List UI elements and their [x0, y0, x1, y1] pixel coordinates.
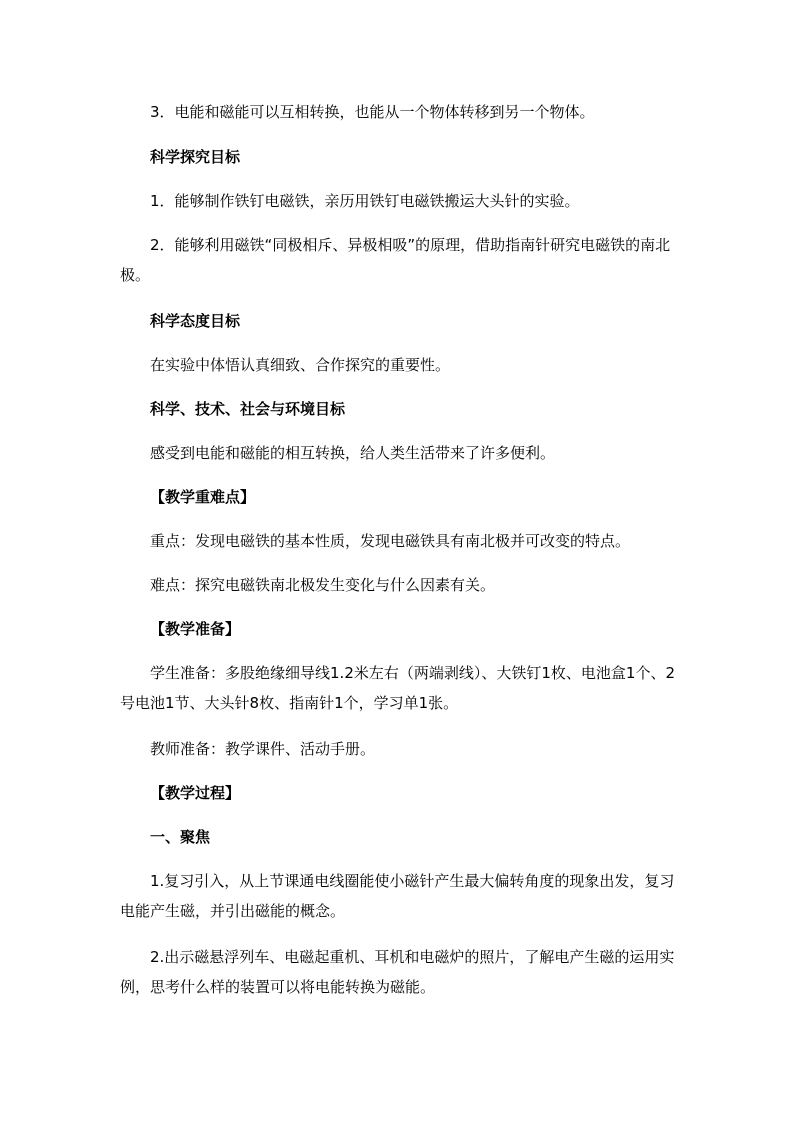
- section-heading-attitude: 科学态度目标: [150, 312, 241, 330]
- section-heading-inquiry: 科学探究目标: [150, 148, 241, 166]
- inquiry-goal-1: 1．能够制作铁钉电磁铁，亲历用铁钉电磁铁搬运大头针的实验。: [150, 192, 580, 210]
- teacher-preparation: 教师准备：教学课件、活动手册。: [150, 740, 376, 758]
- section-heading-key-points: 【教学重难点】: [150, 488, 256, 506]
- key-point: 重点：发现电磁铁的基本性质，发现电磁铁具有南北极并可改变的特点。: [150, 532, 631, 550]
- attitude-goal: 在实验中体悟认真细致、合作探究的重要性。: [150, 356, 451, 374]
- objective-paragraph: 3．电能和磁能可以互相转换，也能从一个物体转移到另一个物体。: [150, 103, 595, 121]
- section-heading-preparation: 【教学准备】: [150, 620, 241, 638]
- subsection-heading-focus: 一、聚焦: [150, 828, 211, 846]
- stse-goal: 感受到电能和磁能的相互转换，给人类生活带来了许多便利。: [150, 444, 556, 462]
- difficult-point: 难点：探究电磁铁南北极发生变化与什么因素有关。: [150, 576, 496, 594]
- section-heading-process: 【教学过程】: [150, 784, 241, 802]
- student-preparation: 学生准备：多股绝缘细导线1.2米左右（两端剥线）、大铁钉1枚、电池盒1个、2号电池1节、大头针8枚、指南针1个，学习单1张。: [120, 664, 675, 712]
- inquiry-goal-2: 2．能够利用磁铁“同极相斥、异极相吸”的原理，借助指南针研究电磁铁的南北极。: [120, 236, 671, 284]
- process-step-1: 1.复习引入，从上节课通电线圈能使小磁针产生最大偏转角度的现象出发，复习电能产生磁，并引出磁能的概念。: [120, 872, 675, 920]
- section-heading-stse: 科学、技术、社会与环境目标: [150, 400, 346, 418]
- process-step-2: 2.出示磁悬浮列车、电磁起重机、耳机和电磁炉的照片，了解电产生磁的运用实例，思考什么样的装置可以将电能转换为磁能。: [120, 948, 675, 996]
